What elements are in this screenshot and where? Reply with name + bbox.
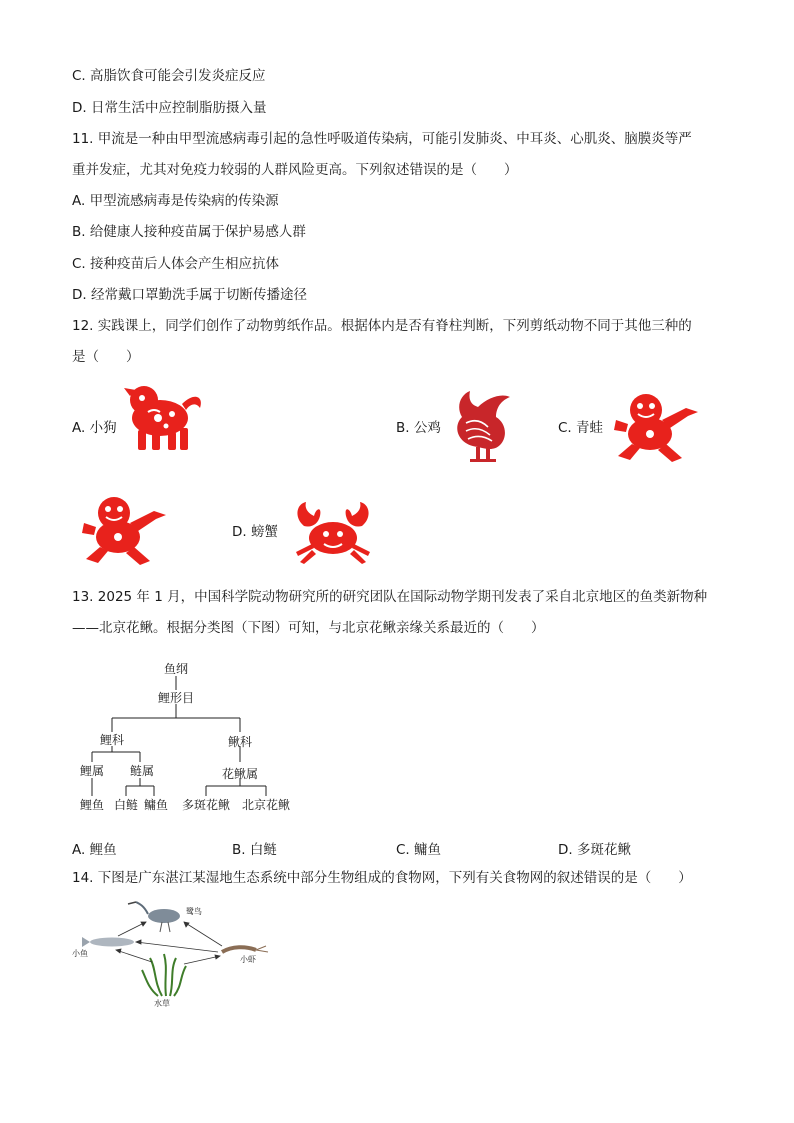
q13-option-b: B. 白鲢 <box>232 842 277 858</box>
tree-family-carp: 鲤科 <box>99 733 125 747</box>
food-web-fish-label: 小鱼 <box>72 949 88 958</box>
q13-option-a: A. 鲤鱼 <box>72 842 117 858</box>
q13-option-d: D. 多斑花鳅 <box>558 842 631 858</box>
q11-option-c: C. 接种疫苗后人体会产生相应抗体 <box>72 256 280 272</box>
tree-order: 鲤形目 <box>157 691 195 705</box>
tree-genus-cobitis: 花鳅属 <box>221 767 259 781</box>
tree-family-loach: 鳅科 <box>227 735 253 749</box>
tree-species-bighead-carp: 鳙鱼 <box>143 798 169 812</box>
q11-option-a: A. 甲型流感病毒是传染病的传染源 <box>72 193 279 209</box>
q12-option-a-label: A. 小狗 <box>72 420 117 436</box>
q11-option-d: D. 经常戴口罩勤洗手属于切断传播途径 <box>72 287 307 303</box>
water-grass-icon <box>142 954 186 996</box>
q11-stem-line1: 11. 甲流是一种由甲型流感病毒引起的急性呼吸道传染病，可能引发肺炎、中耳炎、心肌炎、脑膜炎等严 <box>72 131 692 147</box>
q10-option-c: C. 高脂饮食可能会引发炎症反应 <box>72 68 266 84</box>
q12-option-b-label: B. 公鸡 <box>396 420 441 436</box>
tree-species-carp: 鲤鱼 <box>79 798 105 812</box>
q14-stem: 14. 下图是广东湛江某湿地生态系统中部分生物组成的食物网，下列有关食物网的叙述错误的是（ ） <box>72 870 692 886</box>
q12-option-c-label: C. 青蛙 <box>558 420 604 436</box>
food-web-heron-label: 鹭鸟 <box>186 907 202 916</box>
q13-stem-line2: ——北京花鳅。根据分类图（下图）可知，与北京花鳅亲缘关系最近的（ ） <box>72 620 545 636</box>
q12-option-d-label: D. 螃蟹 <box>232 524 278 540</box>
tree-species-spotted-loach: 多斑花鳅 <box>181 798 231 812</box>
q11-stem-line2: 重并发症，尤其对免疫力较弱的人群风险更高。下列叙述错误的是（ ） <box>72 162 518 178</box>
tree-species-beijing-loach: 北京花鳅 <box>241 798 291 812</box>
fish-icon <box>82 937 134 947</box>
q11-option-b: B. 给健康人接种疫苗属于保护易感人群 <box>72 224 306 240</box>
q13-stem-line1: 13. 2025 年 1 月，中国科学院动物研究所的研究团队在国际动物学期刊发表了采自北京地区的鱼类新物种 <box>72 589 708 605</box>
q10-option-d: D. 日常生活中应控制脂肪摄入量 <box>72 100 267 116</box>
q13-option-c: C. 鳙鱼 <box>396 842 442 858</box>
food-web-diagram <box>72 896 282 1008</box>
tree-species-silver-carp: 白鲢 <box>113 798 139 812</box>
food-web-grass-label: 水草 <box>154 999 170 1008</box>
tree-genus-hypophthalmichthys: 鲢属 <box>129 764 155 778</box>
q12-stem-line1: 12. 实践课上，同学们创作了动物剪纸作品。根据体内是否有脊柱判断，下列剪纸动物不同于其他三种的 <box>72 318 692 334</box>
tree-genus-cyprinus: 鲤属 <box>79 764 105 778</box>
food-web-shrimp-label: 小虾 <box>240 955 256 964</box>
q12-stem-line2: 是（ ） <box>72 349 140 365</box>
shrimp-icon <box>222 946 268 952</box>
tree-class: 鱼纲 <box>163 662 189 676</box>
